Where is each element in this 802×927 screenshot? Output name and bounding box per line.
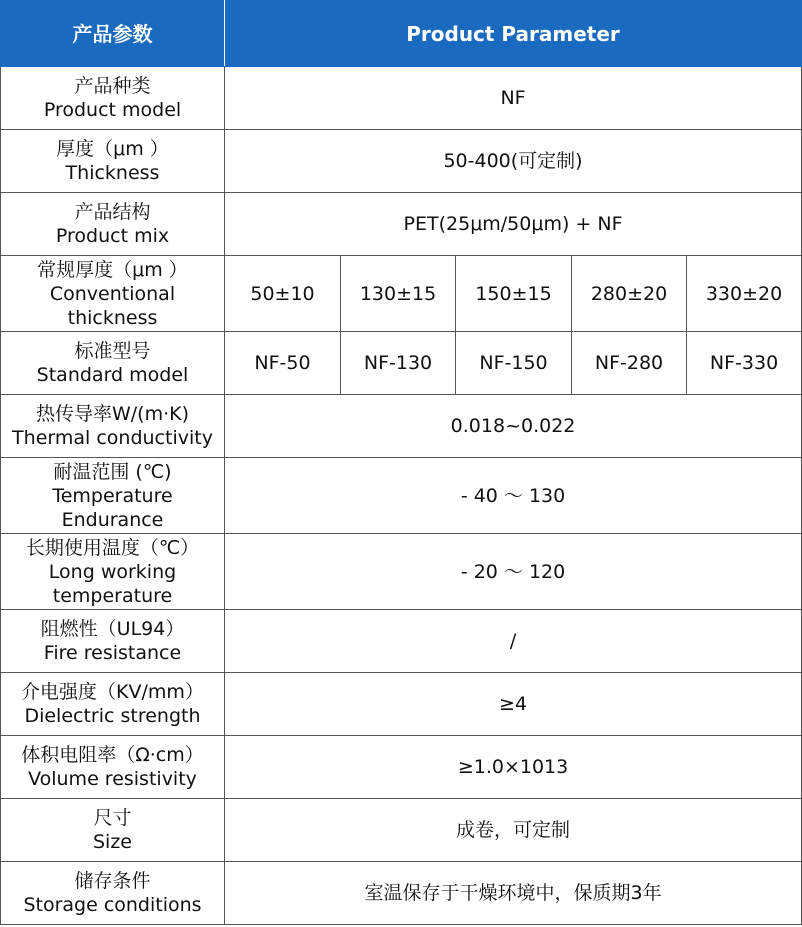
label-zh: 标准型号 <box>74 340 151 362</box>
value-conventional-thickness: 330±20 <box>687 256 802 332</box>
label-long-working-temperature <box>1 534 225 610</box>
value-storage-conditions: 室温保存于干燥环境中，保质期3年 <box>225 862 802 925</box>
value-size: 成卷，可定制 <box>225 799 802 862</box>
label-en-2: temperature <box>52 584 173 607</box>
header-label-en: Product Parameter <box>225 1 802 67</box>
value-conventional-thickness: 150±15 <box>456 256 572 332</box>
header-label-zh: 产品参数 <box>1 1 225 67</box>
label-en-2: Endurance <box>61 508 164 531</box>
value-conventional-thickness: 280±20 <box>572 256 687 332</box>
value-fire-resistance: / <box>225 610 802 673</box>
row-standard-model <box>1 332 802 395</box>
label-zh: 厚度（μm ） <box>56 138 169 160</box>
label-thermal-conductivity <box>1 395 225 458</box>
label-thickness <box>1 130 225 193</box>
value-conventional-thickness: 130±15 <box>341 256 456 332</box>
row-volume-resistivity <box>1 736 802 799</box>
label-product-model <box>1 67 225 130</box>
label-zh: 产品结构 <box>74 201 151 223</box>
label-en: Volume resistivity <box>28 768 197 790</box>
row-storage-conditions <box>1 862 802 925</box>
label-zh: 常规厚度（μm ） <box>37 258 188 281</box>
label-en: Thickness <box>65 162 160 184</box>
label-en: Size <box>92 831 132 853</box>
label-zh: 热传导率W/(m·K) <box>35 403 190 425</box>
label-zh: 介电强度（KV/mm） <box>21 681 204 703</box>
row-thermal-conductivity <box>1 395 802 458</box>
value-standard-model: NF-330 <box>687 332 802 395</box>
value-long-working-temperature: - 20 ～ 120 <box>225 534 802 610</box>
row-long-working-temperature <box>1 534 802 610</box>
value-thermal-conductivity: 0.018~0.022 <box>225 395 802 458</box>
row-dielectric-strength <box>1 673 802 736</box>
label-en: Long working <box>48 560 177 583</box>
label-zh: 储存条件 <box>74 870 151 892</box>
value-standard-model: NF-150 <box>456 332 572 395</box>
label-dielectric-strength <box>1 673 225 736</box>
label-zh: 阻燃性（UL94） <box>40 618 185 640</box>
label-en: Thermal conductivity <box>12 427 213 449</box>
row-product-mix <box>1 193 802 256</box>
label-zh: 耐温范围 (℃) <box>53 460 172 483</box>
row-product-model <box>1 67 802 130</box>
value-standard-model: NF-50 <box>225 332 341 395</box>
row-temperature-endurance <box>1 458 802 534</box>
label-product-mix <box>1 193 225 256</box>
label-size <box>1 799 225 862</box>
value-temperature-endurance: - 40 ～ 130 <box>225 458 802 534</box>
label-zh: 尺寸 <box>93 807 132 829</box>
label-en-2: thickness <box>67 306 158 329</box>
label-en: Fire resistance <box>43 642 182 664</box>
label-en: Product mix <box>55 225 170 247</box>
value-standard-model: NF-280 <box>572 332 687 395</box>
value-volume-resistivity: ≥1.0×1013 <box>225 736 802 799</box>
header-row <box>1 1 802 67</box>
label-temperature-endurance <box>1 458 225 534</box>
label-conventional-thickness <box>1 256 225 332</box>
label-en: Conventional <box>49 282 176 305</box>
row-thickness <box>1 130 802 193</box>
label-zh: 长期使用温度（℃） <box>25 536 200 559</box>
label-en: Standard model <box>36 364 189 386</box>
label-en: Temperature <box>52 484 173 507</box>
label-zh: 产品种类 <box>74 75 151 97</box>
label-volume-resistivity <box>1 736 225 799</box>
label-standard-model <box>1 332 225 395</box>
label-en: Product model <box>43 99 182 121</box>
value-standard-model: NF-130 <box>341 332 456 395</box>
value-product-model: NF <box>225 67 802 130</box>
label-fire-resistance <box>1 610 225 673</box>
row-size <box>1 799 802 862</box>
value-product-mix: PET(25μm/50μm) + NF <box>225 193 802 256</box>
row-fire-resistance <box>1 610 802 673</box>
label-zh: 体积电阻率（Ω·cm） <box>21 744 204 766</box>
label-en: Storage conditions <box>23 894 202 916</box>
label-storage-conditions <box>1 862 225 925</box>
value-conventional-thickness: 50±10 <box>225 256 341 332</box>
value-thickness: 50-400(可定制) <box>225 130 802 193</box>
label-en: Dielectric strength <box>24 705 201 727</box>
value-dielectric-strength: ≥4 <box>225 673 802 736</box>
row-conventional-thickness <box>1 256 802 332</box>
